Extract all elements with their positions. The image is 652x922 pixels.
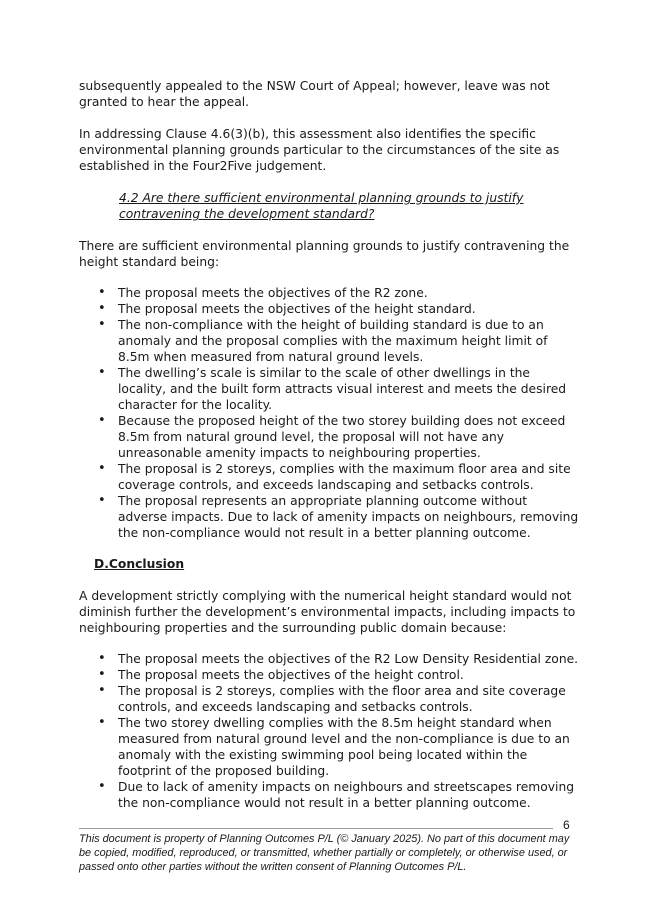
list-item: • The two storey dwelling complies with the 8.5m height standard when measured from natural ground level and the non-compliance is due to an anomaly with the existing swimming pool being located within the footprint of the proposed building. bbox=[79, 715, 579, 779]
list-item: • The proposal is 2 storeys, complies with the maximum floor area and site coverage controls, and exceeds landscaping and setbacks controls. bbox=[79, 461, 579, 493]
list-item: • The proposal represents an appropriate planning outcome without adverse impacts. Due to lack of amenity impacts on neighbours, removing the non-compliance would not result in a better planning outcome. bbox=[79, 493, 579, 541]
list-item: • Due to lack of amenity impacts on neighbours and streetscapes removing the non-compliance would not result in a better planning outcome. bbox=[79, 779, 579, 811]
list-item: • Because the proposed height of the two storey building does not exceed 8.5m from natural ground level, the proposal will not have any unreasonable amenity impacts to neighbouring properties. bbox=[79, 413, 579, 461]
paragraph-sufficient-grounds: There are sufficient environmental planning grounds to justify contravening the height standard being: bbox=[79, 239, 570, 269]
conclusion-bullet-list bbox=[79, 651, 579, 811]
conclusion-heading: D.Conclusion bbox=[94, 557, 185, 571]
list-item: • The non-compliance with the height of building standard is due to an anomaly and the proposal complies with the maximum height limit of 8.5m when measured from natural ground levels. bbox=[79, 317, 579, 365]
list-item: • The proposal meets the objectives of the R2 Low Density Residential zone. bbox=[79, 651, 579, 667]
section-subheading-4-2: 4.2 Are there sufficient environmental planning grounds to justify contravening the development standard? bbox=[119, 191, 524, 221]
footer-copyright-notice: This document is property of Planning Outcomes P/L (© January 2025). No part of this document may be copied, modified, reproduced, or transmitted, whether partially or completely, or otherwise used, or passed onto other parties without the written consent of Planning Outcomes P/L. bbox=[79, 833, 570, 873]
paragraph-clause-assessment: In addressing Clause 4.6(3)(b), this assessment also identifies the specific environmental planning grounds particular to the circumstances of the site as established in the Four2Five judgement. bbox=[79, 127, 560, 173]
paragraph-conclusion-intro: A development strictly complying with the numerical height standard would not diminish further the development’s environmental impacts, including impacts to neighbouring properties and the surrounding public domain because: bbox=[79, 589, 576, 635]
grounds-bullet-list bbox=[79, 285, 579, 541]
paragraph-court-appeal: subsequently appealed to the NSW Court of Appeal; however, leave was not granted to hear the appeal. bbox=[79, 79, 550, 109]
footer-divider bbox=[79, 828, 553, 829]
list-item: • The proposal is 2 storeys, complies with the floor area and site coverage controls, and exceeds landscaping and setbacks controls. bbox=[79, 683, 579, 715]
page-number: 6 bbox=[563, 818, 570, 832]
list-item: • The proposal meets the objectives of the R2 zone. bbox=[79, 285, 579, 301]
list-item: • The proposal meets the objectives of the height standard. bbox=[79, 301, 579, 317]
list-item: • The proposal meets the objectives of the height control. bbox=[79, 667, 579, 683]
list-item: • The dwelling’s scale is similar to the scale of other dwellings in the locality, and the built form attracts visual interest and meets the desired character for the locality. bbox=[79, 365, 579, 413]
page-content bbox=[79, 78, 579, 811]
